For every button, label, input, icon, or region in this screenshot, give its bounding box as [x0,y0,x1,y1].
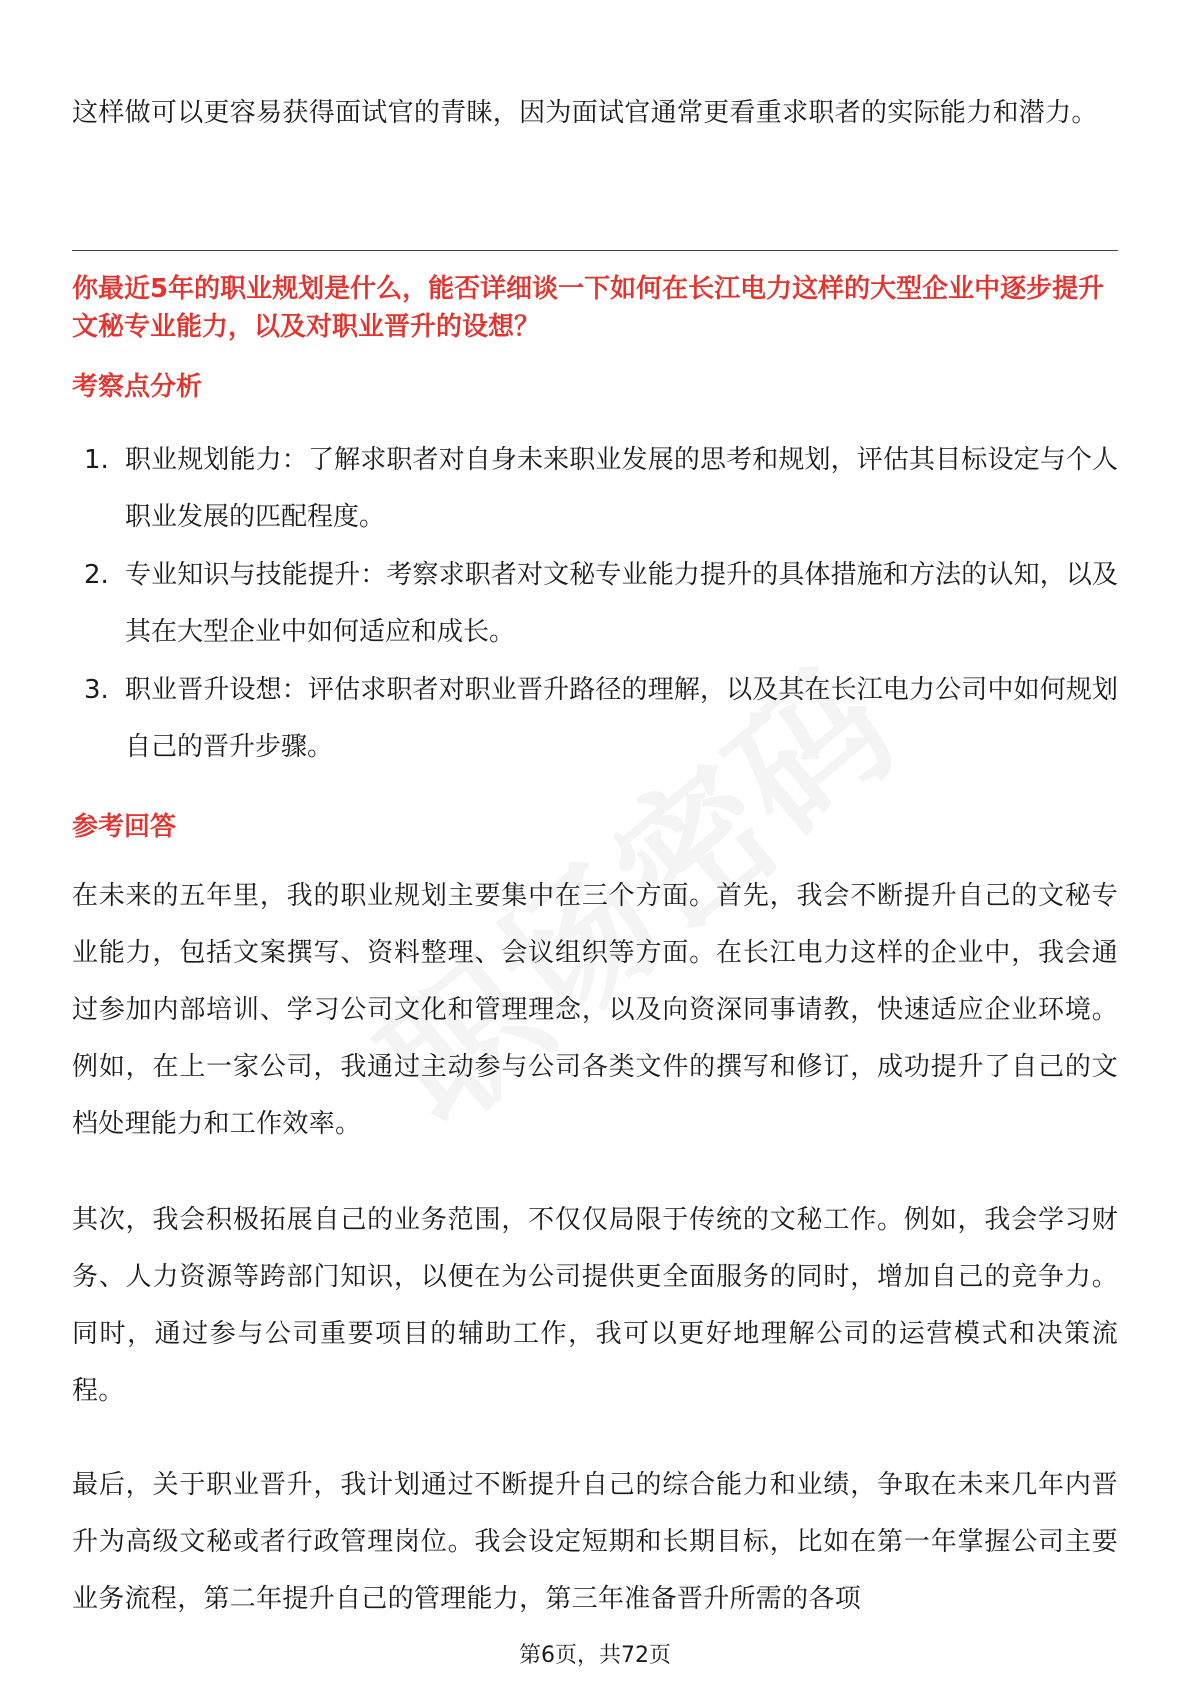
answer-paragraph-3: 最后，关于职业晋升，我计划通过不断提升自己的综合能力和业绩，争取在未来几年内晋升为高级文秘或者行政管理岗位。我会设定短期和长期目标，比如在第一年掌握公司主要业务流程，第二年提升自己的管理能力，第三年准备晋升所需的各项 [72,1470,1118,1614]
section-divider [72,250,1118,251]
answer-heading: 参考回答 [72,812,177,842]
list-item [72,432,1118,546]
intro-paragraph: 这样做可以更容易获得面试官的青睐，因为面试官通常更看重求职者的实际能力和潜力。 [72,98,1098,128]
list-item [72,662,1118,776]
list-item [72,547,1118,661]
question-heading: 你最近5年的职业规划是什么，能否详细谈一下如何在长江电力这样的大型企业中逐步提升文秘专业能力，以及对职业晋升的设想？ [72,274,1105,342]
analysis-list [72,432,1118,777]
answer-paragraph-1: 在未来的五年里，我的职业规划主要集中在三个方面。首先，我会不断提升自己的文秘专业能力，包括文案撰写、资料整理、会议组织等方面。在长江电力这样的企业中，我会通过参加内部培训、学习公司文化和管理理念，以及向资深同事请教，快速适应企业环境。例如，在上一家公司，我通过主动参与公司各类文件的撰写和修订，成功提升了自己的文档处理能力和工作效率。 [72,881,1118,1139]
list-item-number: 2. [84,560,109,590]
analysis-heading: 考察点分析 [72,372,203,402]
list-item-text: 职业规划能力：了解求职者对自身未来职业发展的思考和规划，评估其目标设定与个人职业发展的匹配程度。 [125,445,1118,532]
answer-paragraph-2: 其次，我会积极拓展自己的业务范围，不仅仅局限于传统的文秘工作。例如，我会学习财务、人力资源等跨部门知识，以便在为公司提供更全面服务的同时，增加自己的竞争力。同时，通过参与公司重要项目的辅助工作，我可以更好地理解公司的运营模式和决策流程。 [72,1205,1118,1406]
list-item-number: 3. [84,675,109,705]
list-item-text: 职业晋升设想：评估求职者对职业晋升路径的理解，以及其在长江电力公司中如何规划自己的晋升步骤。 [125,675,1118,762]
page-number: 第6页，共72页 [519,1643,671,1668]
list-item-text: 专业知识与技能提升：考察求职者对文秘专业能力提升的具体措施和方法的认知，以及其在大型企业中如何适应和成长。 [125,560,1118,647]
document-page [72,0,1118,1684]
list-item-number: 1. [84,445,109,475]
